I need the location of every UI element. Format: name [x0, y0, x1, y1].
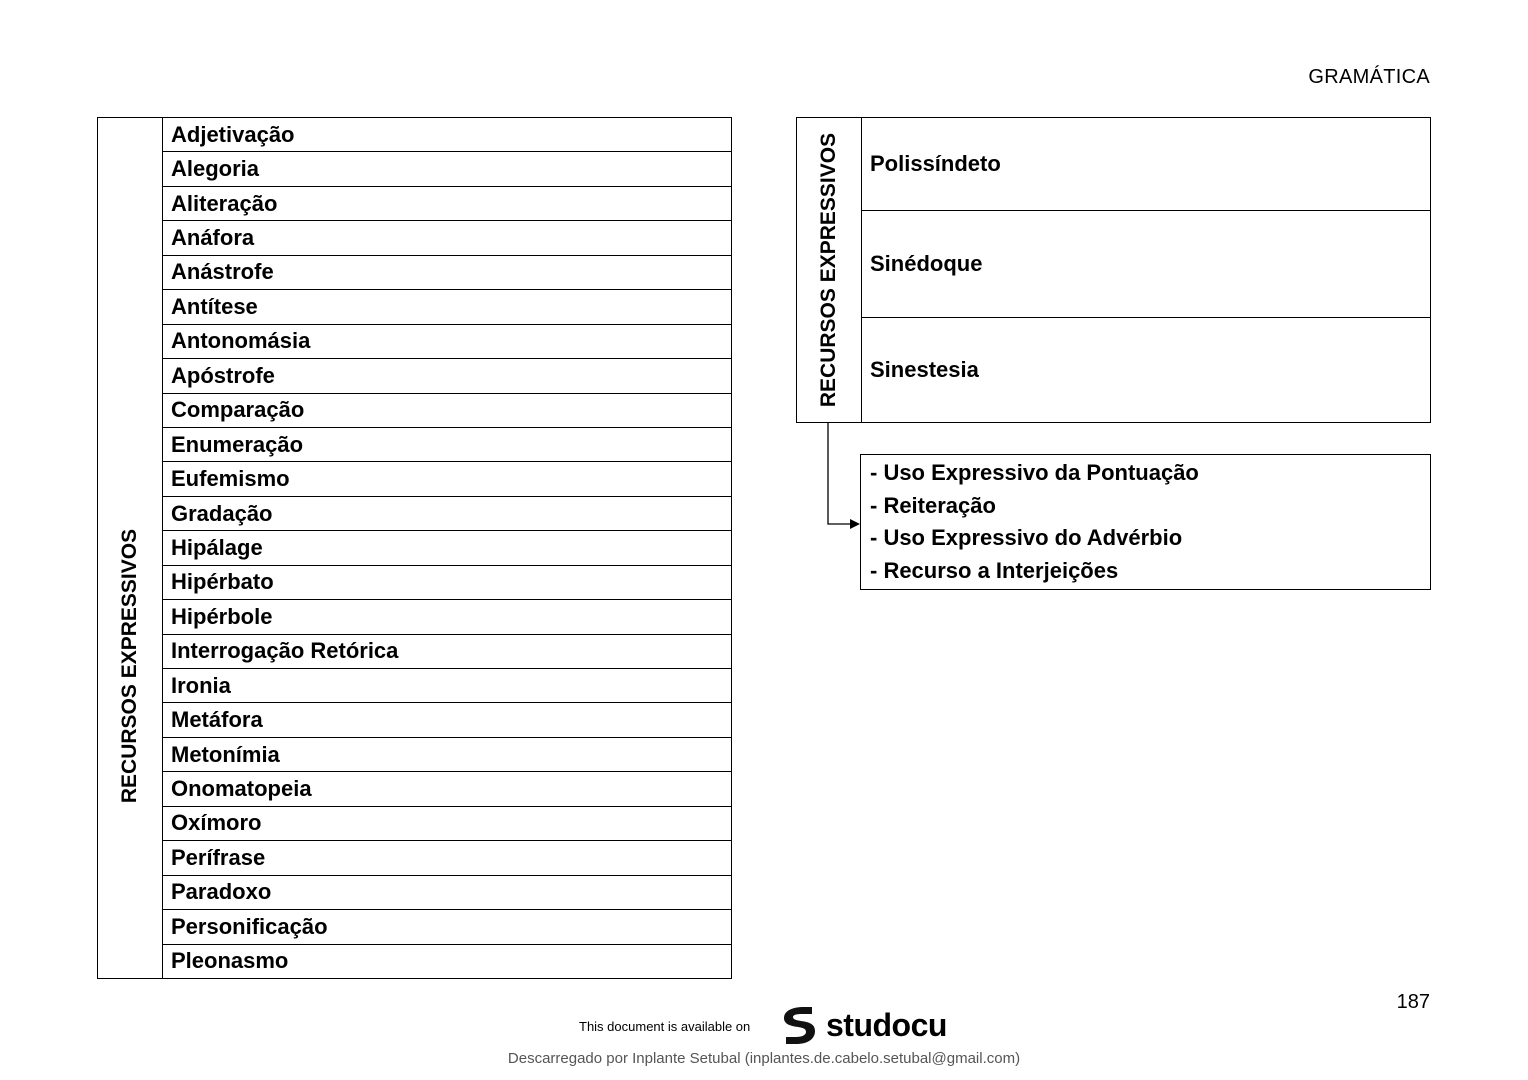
right-recursos-table — [796, 117, 1431, 423]
page-number: 187 — [1396, 991, 1430, 1013]
studocu-logo-icon — [778, 1004, 820, 1046]
left-row: Aliteração — [162, 187, 731, 221]
left-row: Comparação — [162, 394, 731, 428]
left-row: Onomatopeia — [162, 772, 731, 806]
left-row: Metonímia — [162, 738, 731, 772]
left-row: Anástrofe — [162, 256, 731, 290]
left-row: Alegoria — [162, 152, 731, 186]
left-row: Ironia — [162, 669, 731, 703]
section-header: GRAMÁTICA — [1308, 66, 1430, 88]
extra-list-item: - Uso Expressivo da Pontuação — [870, 460, 1199, 486]
left-recursos-table — [97, 117, 732, 979]
left-row: Anáfora — [162, 221, 731, 255]
left-row: Antonomásia — [162, 325, 731, 359]
left-row: Hipálage — [162, 531, 731, 565]
right-row: Polissíndeto — [861, 118, 1430, 211]
left-row: Pleonasmo — [171, 948, 289, 974]
left-row: Perífrase — [162, 841, 731, 875]
footer-download-text: Descarregado por Inplante Setubal (inplantes.de.cabelo.setubal@gmail.com) — [507, 1050, 1021, 1067]
extra-list-item: - Reiteração — [870, 492, 996, 518]
left-row: Eufemismo — [162, 462, 731, 496]
studocu-brand-text: studocu — [826, 1006, 947, 1043]
right-rows — [861, 118, 1430, 422]
left-side-cell — [98, 118, 163, 978]
left-row: Personificação — [162, 910, 731, 944]
extra-recursos-box — [860, 454, 1431, 590]
left-row: Interrogação Retórica — [162, 635, 731, 669]
left-row: Metáfora — [162, 703, 731, 737]
right-side-label: RECURSOS EXPRESSIVOS — [817, 132, 840, 408]
extra-list-item: - Recurso a Interjeições — [870, 557, 1119, 583]
extra-list-item: - Uso Expressivo do Advérbio — [870, 525, 1183, 551]
left-row: Antítese — [162, 290, 731, 324]
studocu-logo[interactable] — [778, 1004, 947, 1046]
left-row: Paradoxo — [162, 876, 731, 910]
left-row: Enumeração — [162, 428, 731, 462]
left-rows — [162, 118, 731, 978]
left-row: Oxímoro — [162, 807, 731, 841]
left-row: Apóstrofe — [162, 359, 731, 393]
right-row: Sinédoque — [861, 211, 1430, 318]
right-side-cell — [797, 118, 862, 422]
left-row: Adjetivação — [162, 118, 731, 152]
connector-arrow-icon — [820, 420, 865, 532]
right-row: Sinestesia — [870, 357, 979, 382]
left-row: Hipérbole — [162, 600, 731, 634]
left-side-label: RECURSOS EXPRESSIVOS — [118, 528, 141, 804]
left-row: Gradação — [162, 497, 731, 531]
left-row: Hipérbato — [162, 566, 731, 600]
footer-available-text: This document is available on — [579, 1019, 751, 1034]
